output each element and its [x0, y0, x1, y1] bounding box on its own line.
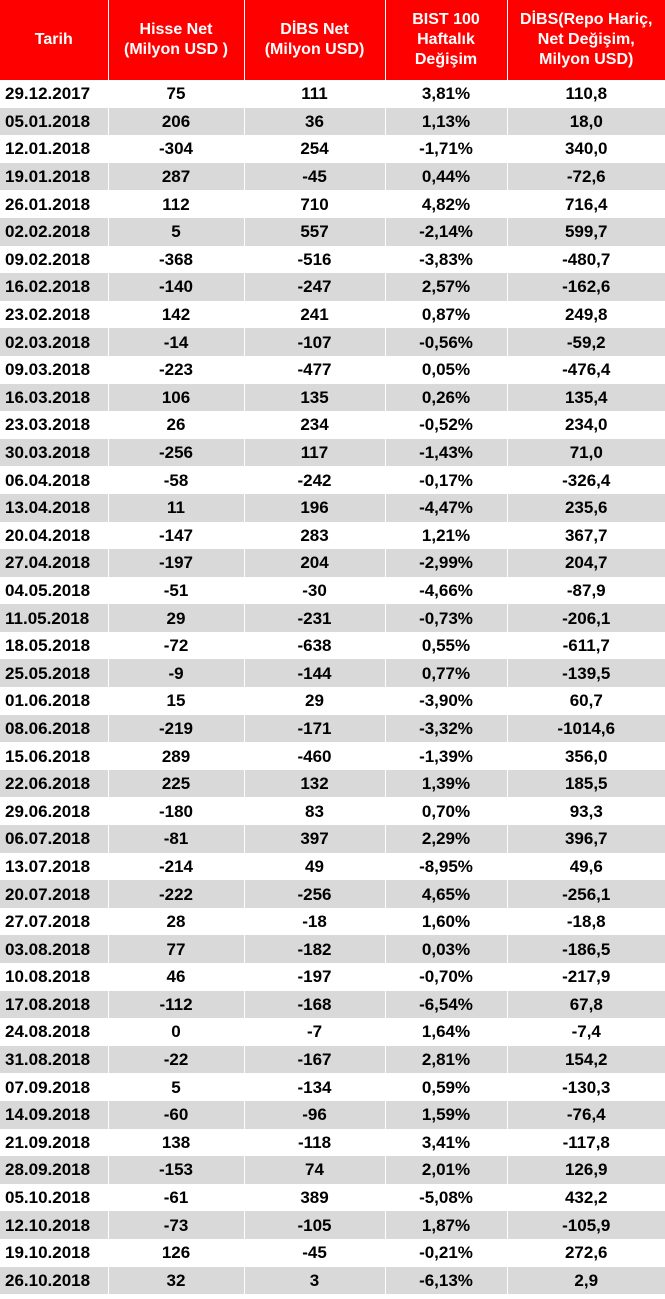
cell-dibs-net: 196 [244, 494, 385, 522]
cell-dibs-repo-change: -206,1 [507, 604, 665, 632]
cell-dibs-repo-change: 204,7 [507, 549, 665, 577]
cell-dibs-net: 710 [244, 190, 385, 218]
cell-bist100-change: -2,14% [385, 218, 507, 246]
cell-date: 27.07.2018 [0, 908, 108, 936]
cell-dibs-net: -96 [244, 1101, 385, 1129]
cell-bist100-change: -2,99% [385, 549, 507, 577]
table-row [0, 797, 665, 825]
cell-bist100-change: -0,73% [385, 604, 507, 632]
cell-date: 20.07.2018 [0, 880, 108, 908]
cell-hisse-net: 225 [108, 770, 244, 798]
table-row [0, 80, 665, 108]
cell-bist100-change: -0,56% [385, 328, 507, 356]
cell-dibs-net: 241 [244, 301, 385, 329]
table-row [0, 411, 665, 439]
cell-date: 21.09.2018 [0, 1129, 108, 1157]
cell-dibs-net: -638 [244, 632, 385, 660]
cell-date: 20.04.2018 [0, 522, 108, 550]
cell-dibs-net: 74 [244, 1156, 385, 1184]
cell-dibs-net: -477 [244, 356, 385, 384]
table-row [0, 687, 665, 715]
cell-date: 18.05.2018 [0, 632, 108, 660]
cell-dibs-net: 29 [244, 687, 385, 715]
cell-bist100-change: 0,59% [385, 1073, 507, 1101]
cell-dibs-net: 111 [244, 80, 385, 108]
cell-bist100-change: -0,21% [385, 1239, 507, 1267]
cell-date: 09.03.2018 [0, 356, 108, 384]
cell-hisse-net: 5 [108, 1073, 244, 1101]
table-row [0, 825, 665, 853]
cell-hisse-net: 11 [108, 494, 244, 522]
cell-date: 16.02.2018 [0, 273, 108, 301]
table-row [0, 1211, 665, 1239]
cell-dibs-net: 49 [244, 853, 385, 881]
column-header-dibs-repo-change [507, 0, 665, 80]
cell-hisse-net: -14 [108, 328, 244, 356]
cell-hisse-net: -256 [108, 439, 244, 467]
cell-date: 02.02.2018 [0, 218, 108, 246]
table-row [0, 853, 665, 881]
cell-hisse-net: -140 [108, 273, 244, 301]
cell-dibs-net: -7 [244, 1018, 385, 1046]
cell-dibs-net: 283 [244, 522, 385, 550]
cell-dibs-repo-change: 154,2 [507, 1046, 665, 1074]
cell-bist100-change: 1,64% [385, 1018, 507, 1046]
cell-hisse-net: -219 [108, 715, 244, 743]
cell-date: 23.02.2018 [0, 301, 108, 329]
cell-hisse-net: -60 [108, 1101, 244, 1129]
cell-dibs-net: 234 [244, 411, 385, 439]
cell-bist100-change: 1,60% [385, 908, 507, 936]
cell-dibs-repo-change: 185,5 [507, 770, 665, 798]
cell-hisse-net: 287 [108, 163, 244, 191]
cell-dibs-net: -460 [244, 742, 385, 770]
cell-bist100-change: 1,87% [385, 1211, 507, 1239]
cell-hisse-net: -197 [108, 549, 244, 577]
cell-bist100-change: 1,59% [385, 1101, 507, 1129]
cell-bist100-change: -3,83% [385, 246, 507, 274]
cell-date: 12.01.2018 [0, 135, 108, 163]
cell-hisse-net: -222 [108, 880, 244, 908]
cell-bist100-change: -0,17% [385, 466, 507, 494]
cell-bist100-change: -0,52% [385, 411, 507, 439]
cell-hisse-net: -214 [108, 853, 244, 881]
cell-dibs-net: 204 [244, 549, 385, 577]
cell-hisse-net: -22 [108, 1046, 244, 1074]
cell-hisse-net: 0 [108, 1018, 244, 1046]
cell-bist100-change: 0,87% [385, 301, 507, 329]
column-header-line: Değişim [414, 51, 478, 68]
cell-date: 23.03.2018 [0, 411, 108, 439]
cell-date: 29.12.2017 [0, 80, 108, 108]
cell-dibs-repo-change: -87,9 [507, 577, 665, 605]
cell-date: 03.08.2018 [0, 935, 108, 963]
cell-dibs-net: 397 [244, 825, 385, 853]
cell-date: 01.06.2018 [0, 687, 108, 715]
cell-date: 16.03.2018 [0, 384, 108, 412]
table-row [0, 991, 665, 1019]
cell-bist100-change: -1,71% [385, 135, 507, 163]
table-row [0, 1018, 665, 1046]
cell-date: 12.10.2018 [0, 1211, 108, 1239]
table-row [0, 466, 665, 494]
cell-dibs-net: -167 [244, 1046, 385, 1074]
table-row [0, 1184, 665, 1212]
cell-hisse-net: 142 [108, 301, 244, 329]
table-row [0, 659, 665, 687]
cell-dibs-net: -18 [244, 908, 385, 936]
table-row [0, 1073, 665, 1101]
cell-dibs-net: 557 [244, 218, 385, 246]
cell-date: 09.02.2018 [0, 246, 108, 274]
cell-dibs-repo-change: 716,4 [507, 190, 665, 218]
cell-dibs-net: -118 [244, 1129, 385, 1157]
table-body [0, 80, 665, 1294]
cell-dibs-repo-change: 49,6 [507, 853, 665, 881]
table-row [0, 715, 665, 743]
cell-dibs-net: 132 [244, 770, 385, 798]
cell-date: 27.04.2018 [0, 549, 108, 577]
cell-date: 04.05.2018 [0, 577, 108, 605]
table-row [0, 439, 665, 467]
cell-bist100-change: -5,08% [385, 1184, 507, 1212]
cell-hisse-net: -72 [108, 632, 244, 660]
cell-dibs-net: -105 [244, 1211, 385, 1239]
cell-bist100-change: 2,01% [385, 1156, 507, 1184]
cell-dibs-repo-change: 272,6 [507, 1239, 665, 1267]
cell-dibs-repo-change: 249,8 [507, 301, 665, 329]
cell-bist100-change: 0,70% [385, 797, 507, 825]
cell-bist100-change: 4,65% [385, 880, 507, 908]
cell-bist100-change: 0,03% [385, 935, 507, 963]
cell-hisse-net: 5 [108, 218, 244, 246]
cell-dibs-repo-change: 599,7 [507, 218, 665, 246]
table-header [0, 0, 665, 80]
cell-hisse-net: -368 [108, 246, 244, 274]
cell-dibs-repo-change: 235,6 [507, 494, 665, 522]
cell-dibs-repo-change: -162,6 [507, 273, 665, 301]
cell-date: 13.07.2018 [0, 853, 108, 881]
cell-dibs-repo-change: 2,9 [507, 1267, 665, 1295]
table-row [0, 935, 665, 963]
cell-hisse-net: -180 [108, 797, 244, 825]
cell-dibs-repo-change: 356,0 [507, 742, 665, 770]
cell-bist100-change: 0,26% [385, 384, 507, 412]
cell-dibs-repo-change: -105,9 [507, 1211, 665, 1239]
cell-bist100-change: -4,47% [385, 494, 507, 522]
cell-hisse-net: 106 [108, 384, 244, 412]
cell-dibs-repo-change: -130,3 [507, 1073, 665, 1101]
cell-hisse-net: -9 [108, 659, 244, 687]
cell-bist100-change: -3,32% [385, 715, 507, 743]
cell-date: 10.08.2018 [0, 963, 108, 991]
table-row [0, 577, 665, 605]
cell-dibs-repo-change: 367,7 [507, 522, 665, 550]
cell-dibs-repo-change: 234,0 [507, 411, 665, 439]
cell-hisse-net: 75 [108, 80, 244, 108]
cell-dibs-repo-change: -76,4 [507, 1101, 665, 1129]
cell-hisse-net: -304 [108, 135, 244, 163]
table-row [0, 1156, 665, 1184]
cell-bist100-change: -4,66% [385, 577, 507, 605]
column-header-line: DİBS(Repo Hariç, [520, 11, 653, 28]
column-header-line: Net Değişim, [537, 31, 635, 48]
column-header-line: Haftalık [417, 31, 475, 48]
table-row [0, 328, 665, 356]
cell-date: 06.07.2018 [0, 825, 108, 853]
cell-dibs-net: -171 [244, 715, 385, 743]
table-row [0, 1267, 665, 1295]
table-row [0, 604, 665, 632]
cell-dibs-net: -247 [244, 273, 385, 301]
cell-dibs-net: -168 [244, 991, 385, 1019]
cell-dibs-net: -242 [244, 466, 385, 494]
cell-dibs-net: -107 [244, 328, 385, 356]
table-row [0, 880, 665, 908]
table-row [0, 549, 665, 577]
cell-dibs-repo-change: 93,3 [507, 797, 665, 825]
cell-bist100-change: 3,81% [385, 80, 507, 108]
cell-bist100-change: 0,44% [385, 163, 507, 191]
cell-hisse-net: -58 [108, 466, 244, 494]
cell-dibs-repo-change: 126,9 [507, 1156, 665, 1184]
table-row [0, 384, 665, 412]
table-row [0, 1129, 665, 1157]
cell-hisse-net: 289 [108, 742, 244, 770]
cell-hisse-net: -81 [108, 825, 244, 853]
cell-date: 07.09.2018 [0, 1073, 108, 1101]
column-header-line: (Milyon USD ) [124, 41, 228, 58]
column-header-hisse-net [108, 0, 244, 80]
cell-date: 08.06.2018 [0, 715, 108, 743]
cell-hisse-net: -223 [108, 356, 244, 384]
cell-date: 25.05.2018 [0, 659, 108, 687]
cell-bist100-change: 0,05% [385, 356, 507, 384]
cell-dibs-repo-change: -611,7 [507, 632, 665, 660]
cell-dibs-net: -144 [244, 659, 385, 687]
column-header-dibs-net [244, 0, 385, 80]
cell-date: 15.06.2018 [0, 742, 108, 770]
table-row [0, 1046, 665, 1074]
cell-date: 17.08.2018 [0, 991, 108, 1019]
cell-dibs-net: -182 [244, 935, 385, 963]
cell-bist100-change: -1,39% [385, 742, 507, 770]
cell-bist100-change: 2,29% [385, 825, 507, 853]
cell-hisse-net: 46 [108, 963, 244, 991]
cell-dibs-net: -197 [244, 963, 385, 991]
cell-hisse-net: 112 [108, 190, 244, 218]
cell-date: 26.01.2018 [0, 190, 108, 218]
cell-dibs-repo-change: 71,0 [507, 439, 665, 467]
cell-dibs-net: 83 [244, 797, 385, 825]
table-row [0, 908, 665, 936]
cell-dibs-repo-change: -217,9 [507, 963, 665, 991]
cell-bist100-change: 1,39% [385, 770, 507, 798]
cell-dibs-net: -256 [244, 880, 385, 908]
cell-date: 13.04.2018 [0, 494, 108, 522]
table-row [0, 246, 665, 274]
cell-date: 30.03.2018 [0, 439, 108, 467]
cell-date: 19.01.2018 [0, 163, 108, 191]
column-header-line: Tarih [34, 31, 73, 48]
table-row [0, 1239, 665, 1267]
cell-dibs-repo-change: -480,7 [507, 246, 665, 274]
cell-dibs-repo-change: -7,4 [507, 1018, 665, 1046]
cell-bist100-change: 1,13% [385, 108, 507, 136]
table-row [0, 522, 665, 550]
cell-bist100-change: 0,77% [385, 659, 507, 687]
table-row [0, 273, 665, 301]
cell-dibs-repo-change: -59,2 [507, 328, 665, 356]
cell-date: 05.10.2018 [0, 1184, 108, 1212]
cell-date: 26.10.2018 [0, 1267, 108, 1295]
cell-hisse-net: -61 [108, 1184, 244, 1212]
cell-hisse-net: 206 [108, 108, 244, 136]
cell-dibs-repo-change: 340,0 [507, 135, 665, 163]
cell-dibs-net: -231 [244, 604, 385, 632]
cell-dibs-repo-change: 110,8 [507, 80, 665, 108]
column-header-line: (Milyon USD) [264, 41, 365, 58]
cell-dibs-net: -30 [244, 577, 385, 605]
table-row [0, 301, 665, 329]
table-row [0, 1101, 665, 1129]
cell-hisse-net: -51 [108, 577, 244, 605]
cell-date: 29.06.2018 [0, 797, 108, 825]
cell-bist100-change: 1,21% [385, 522, 507, 550]
cell-dibs-repo-change: -139,5 [507, 659, 665, 687]
cell-date: 06.04.2018 [0, 466, 108, 494]
cell-hisse-net: -147 [108, 522, 244, 550]
cell-dibs-net: -516 [244, 246, 385, 274]
table-row [0, 632, 665, 660]
cell-hisse-net: 77 [108, 935, 244, 963]
cell-date: 28.09.2018 [0, 1156, 108, 1184]
column-header-date [0, 0, 108, 80]
column-header-line: Hisse Net [139, 21, 213, 38]
cell-bist100-change: -1,43% [385, 439, 507, 467]
table-row [0, 494, 665, 522]
cell-bist100-change: 2,57% [385, 273, 507, 301]
cell-dibs-net: -45 [244, 1239, 385, 1267]
cell-dibs-net: 117 [244, 439, 385, 467]
cell-bist100-change: -0,70% [385, 963, 507, 991]
cell-bist100-change: 3,41% [385, 1129, 507, 1157]
table-row [0, 218, 665, 246]
cell-dibs-repo-change: -256,1 [507, 880, 665, 908]
header-row [0, 0, 665, 80]
table-row [0, 190, 665, 218]
table-row [0, 963, 665, 991]
table-row [0, 163, 665, 191]
cell-bist100-change: 2,81% [385, 1046, 507, 1074]
table-row [0, 135, 665, 163]
cell-hisse-net: 126 [108, 1239, 244, 1267]
cell-hisse-net: 138 [108, 1129, 244, 1157]
cell-bist100-change: 4,82% [385, 190, 507, 218]
cell-bist100-change: -6,54% [385, 991, 507, 1019]
cell-date: 11.05.2018 [0, 604, 108, 632]
cell-dibs-net: 36 [244, 108, 385, 136]
cell-dibs-net: 254 [244, 135, 385, 163]
column-header-bist100-change [385, 0, 507, 80]
cell-bist100-change: -8,95% [385, 853, 507, 881]
cell-bist100-change: -3,90% [385, 687, 507, 715]
cell-bist100-change: -6,13% [385, 1267, 507, 1295]
column-header-line: BIST 100 [412, 11, 480, 28]
cell-date: 19.10.2018 [0, 1239, 108, 1267]
cell-dibs-repo-change: -18,8 [507, 908, 665, 936]
table-row [0, 356, 665, 384]
table-row [0, 742, 665, 770]
cell-date: 05.01.2018 [0, 108, 108, 136]
cell-hisse-net: 29 [108, 604, 244, 632]
cell-dibs-net: 389 [244, 1184, 385, 1212]
cell-dibs-repo-change: 18,0 [507, 108, 665, 136]
cell-dibs-repo-change: -476,4 [507, 356, 665, 384]
cell-hisse-net: -73 [108, 1211, 244, 1239]
cell-dibs-repo-change: 396,7 [507, 825, 665, 853]
cell-date: 24.08.2018 [0, 1018, 108, 1046]
column-header-line: Milyon USD) [539, 51, 634, 68]
cell-dibs-repo-change: 67,8 [507, 991, 665, 1019]
cell-dibs-repo-change: 432,2 [507, 1184, 665, 1212]
cell-dibs-repo-change: -326,4 [507, 466, 665, 494]
cell-dibs-repo-change: 60,7 [507, 687, 665, 715]
cell-hisse-net: -112 [108, 991, 244, 1019]
cell-hisse-net: 28 [108, 908, 244, 936]
cell-dibs-net: 3 [244, 1267, 385, 1295]
cell-date: 22.06.2018 [0, 770, 108, 798]
cell-dibs-repo-change: -1014,6 [507, 715, 665, 743]
cell-dibs-repo-change: -117,8 [507, 1129, 665, 1157]
cell-dibs-repo-change: -72,6 [507, 163, 665, 191]
cell-dibs-repo-change: 135,4 [507, 384, 665, 412]
cell-dibs-net: -45 [244, 163, 385, 191]
cell-hisse-net: -153 [108, 1156, 244, 1184]
cell-dibs-net: 135 [244, 384, 385, 412]
cell-bist100-change: 0,55% [385, 632, 507, 660]
column-header-line: DİBS Net [280, 21, 349, 38]
cell-dibs-repo-change: -186,5 [507, 935, 665, 963]
table-row [0, 770, 665, 798]
cell-hisse-net: 15 [108, 687, 244, 715]
cell-date: 31.08.2018 [0, 1046, 108, 1074]
cell-date: 02.03.2018 [0, 328, 108, 356]
cell-dibs-net: -134 [244, 1073, 385, 1101]
table-row [0, 108, 665, 136]
cell-hisse-net: 26 [108, 411, 244, 439]
cell-date: 14.09.2018 [0, 1101, 108, 1129]
cell-hisse-net: 32 [108, 1267, 244, 1295]
